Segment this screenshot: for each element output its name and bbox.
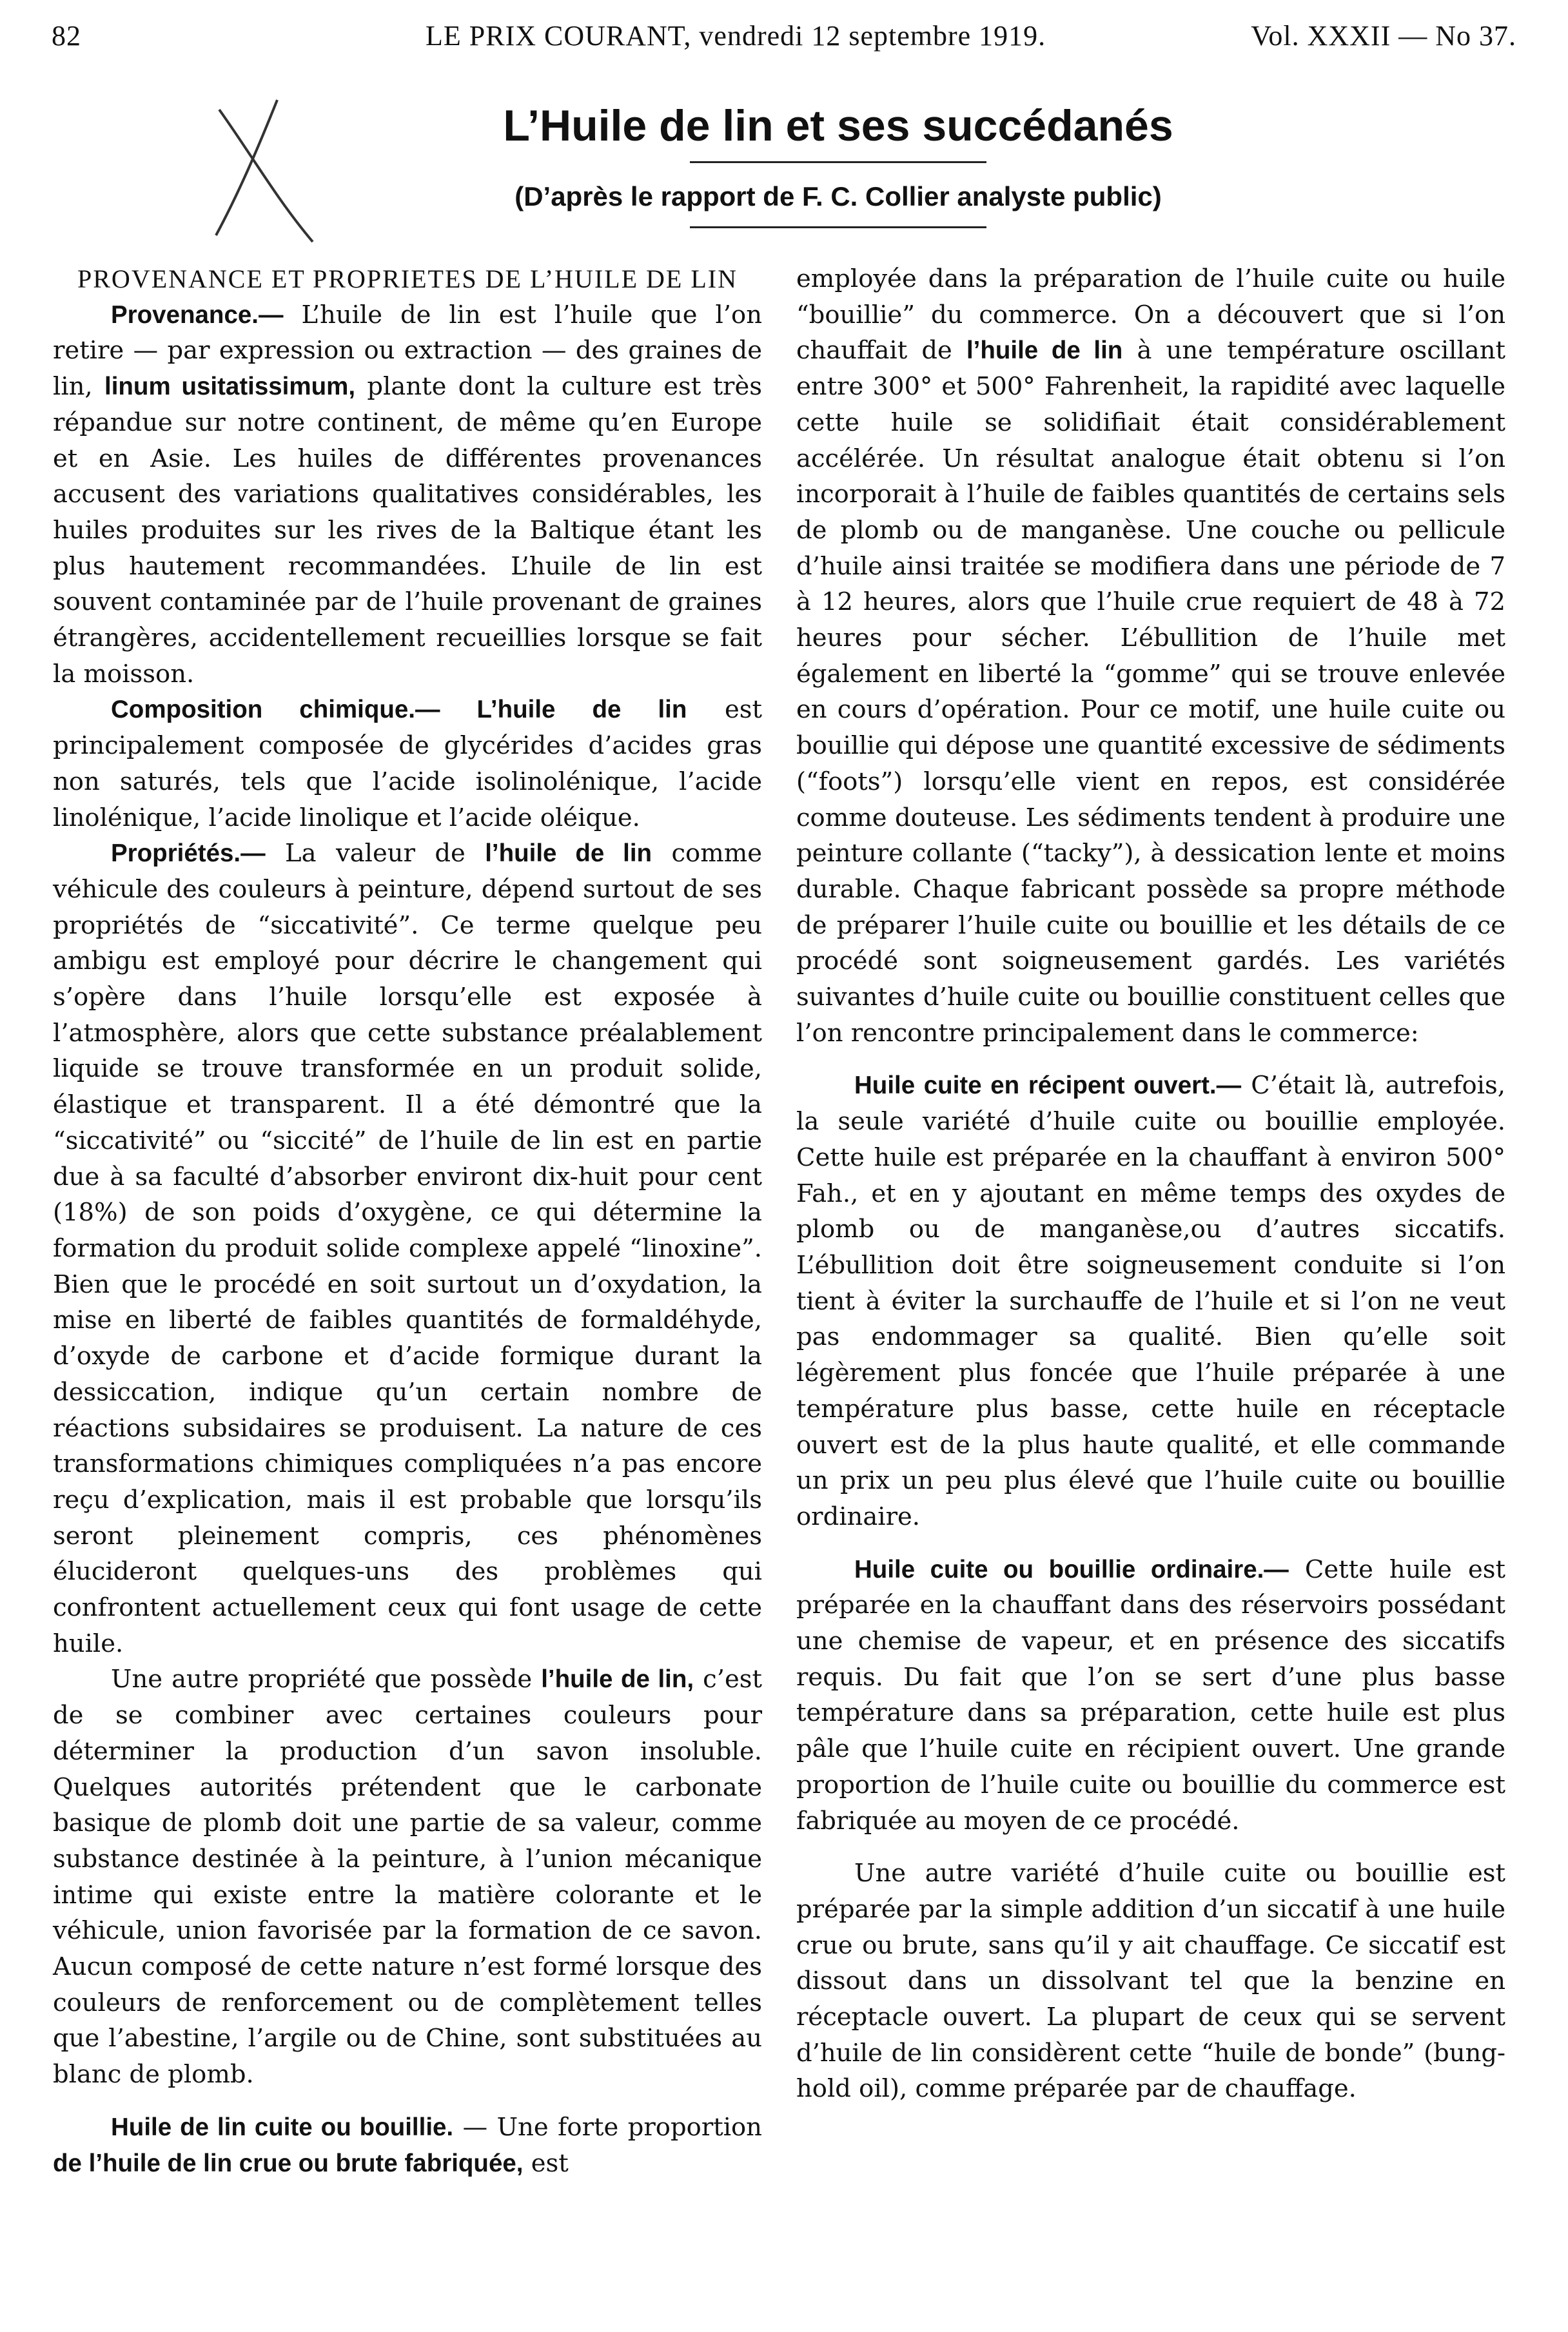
text-span: employée dans la préparation de l’huile cuite ou huile “bouillie” du commerce. On a découvert que si l’on chauffait de bbox=[796, 264, 1505, 366]
paragraph-properties bbox=[53, 836, 762, 1661]
lead-composition: Composition chimique.— L’huile de lin bbox=[111, 696, 687, 724]
text-span: est principalement composée de glycérides d’acides gras non saturés, tels que l’acide isolinolénique, l’acide linolénique, l’acide linolique et l’acide oléique. bbox=[53, 695, 762, 832]
paragraph-ordinary-boiled bbox=[796, 1552, 1505, 1839]
paragraph-bung-hold bbox=[796, 1856, 1505, 2107]
volume-number: Vol. XXXII — No 37. bbox=[1251, 20, 1516, 52]
text-span: L’huile de lin est l’huile que l’on retire — par expression ou extraction — des graines de lin, bbox=[53, 300, 762, 402]
right-column bbox=[796, 261, 1505, 2107]
lead-provenance: Provenance.— bbox=[111, 300, 284, 329]
text-span: plante dont la culture est très répandue sur notre continent, de même qu’en Europe et en Asie. Les huiles de différentes provenances accusent des variations qualitatives considérables, les huiles produites sur les rives de la Baltique étant les plus hautement recommandées. L’huile de lin est souvent contaminée par de l’huile provenant de graines étrangères, accidentellement recueillies lorsque se fait la moisson. bbox=[53, 372, 763, 689]
text-span: Cette huile est préparée en la chauffant dans des réservoirs possédant une chemise de vapeur, et en présence des siccatifs requis. Du fait que l’on se sert d’une plus basse température dans sa préparation, cette huile est plus pâle que l’huile cuite en récipient ouvert. Une grande proportion de l’huile cuite ou bouillie du commerce est fabriquée au moyen de ce procédé. bbox=[796, 1554, 1505, 1836]
page-number: 82 bbox=[52, 20, 81, 52]
article-heading bbox=[387, 97, 1289, 237]
paragraph-composition bbox=[53, 692, 762, 836]
title-divider bbox=[690, 161, 986, 163]
text-span: — Une forte proportion bbox=[453, 2112, 762, 2142]
bold-span: l’huile de lin, bbox=[541, 1665, 694, 1694]
lead-ordinary-boiled: Huile cuite ou bouillie ordinaire.— bbox=[854, 1555, 1289, 1583]
text-span: La valeur de bbox=[265, 839, 485, 868]
text-span: C’était là, autrefois, la seule variété d’huile cuite ou bouillie employée. Cette huile est préparée en la chauffant à environ 500° Fah., et en y ajoutant en même temps des oxydes de plomb ou de manganèse,ou d’autres siccatifs. L’ébullition doit être soigneusement conduite si l’on tient à éviter la surchauffe de l’huile et si l’on ne veut pas endommager sa qualité. Bien qu’elle soit légèrement plus foncée que l’huile préparée à une température plus basse, cette huile en réceptacle ouvert est de la plus haute qualité, et elle commande un prix un peu plus élevé que l’huile cuite ou bouillie ordinaire. bbox=[796, 1071, 1505, 1531]
journal-date: LE PRIX COURANT, vendredi 12 septembre 1919. bbox=[426, 20, 1046, 52]
article-subtitle: (D’après le rapport de F. C. Collier analyste public) bbox=[514, 181, 1162, 211]
paragraph-provenance bbox=[53, 297, 762, 692]
lead-properties: Propriétés.— bbox=[111, 839, 266, 868]
paragraph-boiled-oil-cont bbox=[796, 261, 1505, 1051]
text-span: à une température oscillant entre 300° et 500° Fahrenheit, la rapidité avec laquelle cette huile se solidifiait était considérablement accélérée. Un résultat analogue était obtenu si l’on incorporait à l’huile de faibles quantités de certains sels de plomb ou de manganèse. Une couche ou pellicule d’huile ainsi traitée se modifiera dans une période de 7 à 12 heures, alors que l’huile crue requiert de 48 à 72 heures pour sécher. L’ébullition de l’huile met également en liberté la “gomme” qui se trouve enlevée en cours d’opération. Pour ce motif, une huile cuite ou bouillie qui dépose une quantité excessive de sédiments (“foots”) lorsqu’elle vient en repos, est considérée comme douteuse. Les sédiments tendent à produire une peinture collante (“tacky”), à dessication lente et moins durable. Chaque fabricant possède sa propre méthode de préparer l’huile cuite ou bouillie et les détails de ce procédé sont soigneusement gardés. Les variétés suivantes d’huile cuite ou bouillie constituent celles que l’on rencontre principalement dans le commerce: bbox=[796, 336, 1506, 1048]
handwritten-x-mark bbox=[193, 97, 322, 245]
text-span: comme véhicule des couleurs à peinture, dépend surtout de ses propriétés de “siccativité”. Ce terme quelque peu ambigu est employé pour décrire le changement qui s’opère dans l’huile lorsqu’elle est exposée à l’atmosphère, alors que cette substance préalablement liquide se trouve transformée en un produit solide, élastique et transparent. Il a été démontré que la “siccativité” ou “siccité” de l’huile de lin est en partie due à sa faculté d’absorber environt dix-huit pour cent (18%) de son poids d’oxygène, ce qui détermine la formation du produit solide complexe appelé “linoxine”. Bien que le procédé en soit surtout un d’oxydation, la mise en liberté de faibles quantités de formaldéhyde, d’oxyde de carbone et d’acide formique durant la dessiccation, indique qu’un certain nombre de réactions subsidaires se produisent. La nature de ces transformations chimiques compliquées n’a pas encore reçu d’explication, mais il est probable que lorsqu’ils seront pleinement compris, ces phénomènes élucideront quelques-uns des problèmes qui confrontent actuellement ceux qui font usage de cette huile. bbox=[53, 839, 762, 1658]
paragraph-open-kettle bbox=[796, 1068, 1505, 1534]
bold-span: l’huile de lin bbox=[485, 839, 652, 868]
bold-span: l’huile de lin bbox=[966, 337, 1123, 365]
text-span: Une autre propriété que possède bbox=[111, 1665, 542, 1694]
page-header bbox=[52, 19, 1516, 58]
paragraph-boiled-oil bbox=[53, 2110, 762, 2181]
text-span: c’est de se combiner avec certaines couleurs pour déterminer la production d’un savon insoluble. Quelques autorités prétendent que le carbonate basique de plomb doit une partie de sa valeur, comme substance destinée à la peinture, à l’union mécanique intime qui existe entre la matière colorante et le véhicule, union favorisée par la formation de ce savon. Aucun composé de cette nature n’est formé lorsque des couleurs de renforcement ou de complètement telles que l’abestine, l’argile ou de Chine, sont substituées au blanc de plomb. bbox=[53, 1665, 762, 2090]
article-title: L’Huile de lin et ses succédanés bbox=[503, 101, 1173, 150]
bold-span: de l’huile de lin crue ou brute fabriquée, bbox=[53, 2149, 524, 2177]
lead-boiled-oil: Huile de lin cuite ou bouillie. bbox=[111, 2113, 454, 2141]
section-title: PROVENANCE ET PROPRIETES DE L’HUILE DE LIN bbox=[77, 264, 738, 293]
lead-open-kettle: Huile cuite en récipent ouvert.— bbox=[854, 1072, 1242, 1100]
text-span: Une autre variété d’huile cuite ou bouillie est préparée par la simple addition d’un siccatif à une huile crue ou brute, sans qu’il y ait chauffage. Ce siccatif est dissout dans un dissolvant tel que la benzine en réceptacle ouvert. La plupart de ceux qui se servent d’huile de lin considèrent cette “huile de bonde” (bung-hold oil), comme préparée par de chauffage. bbox=[796, 1859, 1505, 2104]
left-column bbox=[53, 261, 762, 2181]
text-span: est bbox=[523, 2148, 569, 2178]
bold-span: linum usitatissimum, bbox=[104, 373, 356, 401]
subtitle-divider bbox=[690, 226, 986, 228]
paragraph-other-property bbox=[53, 1661, 762, 2092]
